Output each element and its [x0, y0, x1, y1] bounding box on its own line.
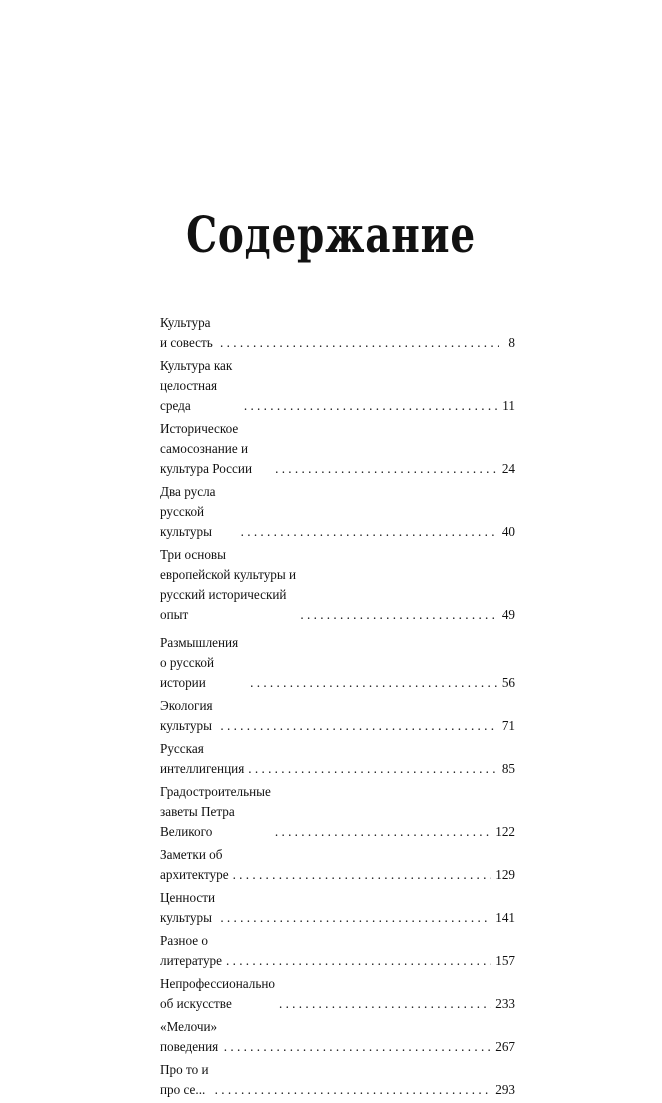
- toc-entry-title: Культура как целостная среда: [160, 358, 233, 413]
- toc-entry-title: Градостроительные заветы Петра Великого: [160, 784, 271, 839]
- dot-leader: [233, 865, 492, 885]
- dot-leader: [220, 908, 491, 928]
- table-of-contents: [160, 313, 515, 1103]
- toc-page-number: 11: [502, 398, 515, 413]
- toc-entry[interactable]: [160, 696, 515, 736]
- toc-entry[interactable]: [160, 782, 515, 842]
- toc-entry[interactable]: [160, 356, 515, 416]
- dot-leader: [220, 333, 499, 353]
- dot-leader: [220, 716, 497, 736]
- toc-entry[interactable]: [160, 482, 515, 542]
- toc-entry[interactable]: [160, 1060, 515, 1100]
- toc-entry-title: Размышления о русской истории: [160, 635, 239, 690]
- toc-page-number: 129: [495, 867, 515, 882]
- toc-entry-title: Русская интеллигенция: [160, 741, 245, 776]
- toc-page-number: 157: [495, 953, 515, 968]
- toc-entry-title: Ценности культуры: [160, 890, 216, 925]
- toc-entry-title: Про то и про се...: [160, 1062, 209, 1097]
- toc-entry[interactable]: [160, 633, 515, 693]
- toc-entry-title: Историческое самосознание и культура России: [160, 421, 253, 476]
- toc-entry[interactable]: [160, 845, 515, 885]
- toc-page-number: 40: [501, 524, 515, 539]
- toc-entry[interactable]: [160, 888, 515, 928]
- toc-entry-title: Два русла русской культуры: [160, 484, 216, 539]
- toc-page-number: 24: [501, 461, 515, 476]
- toc-entry-title: Заметки об архитектуре: [160, 847, 229, 882]
- toc-page-number: 8: [508, 335, 515, 350]
- toc-entry-title: Культура и совесть: [160, 315, 213, 350]
- dot-leader: [279, 994, 491, 1014]
- toc-page-number: 71: [501, 718, 515, 733]
- toc-entry[interactable]: [160, 931, 515, 971]
- dot-leader: [215, 1080, 492, 1100]
- page-title: Содержание: [186, 205, 476, 264]
- toc-entry[interactable]: [160, 313, 515, 353]
- dot-leader: [275, 459, 498, 479]
- dot-leader: [248, 759, 498, 779]
- toc-entry-title: «Мелочи» поведения: [160, 1019, 219, 1054]
- dot-leader: [275, 822, 491, 842]
- toc-page-number: 49: [501, 607, 515, 622]
- toc-page-number: 141: [495, 910, 515, 925]
- toc-entry-title: Непрофессионально об искусстве: [160, 976, 275, 1011]
- dot-leader: [241, 522, 498, 542]
- toc-entry[interactable]: [160, 545, 515, 625]
- toc-page-number: 56: [501, 675, 515, 690]
- toc-entry-title: Разное о литературе: [160, 933, 222, 968]
- toc-page-number: 233: [495, 996, 515, 1011]
- toc-entry[interactable]: [160, 739, 515, 779]
- toc-entry-title: Экология культуры: [160, 698, 213, 733]
- dot-leader: [300, 605, 497, 625]
- dot-leader: [244, 396, 498, 416]
- toc-entry-title: Три основы европейской культуры и русский исторический опыт: [160, 547, 297, 622]
- dot-leader: [250, 673, 498, 693]
- dot-leader: [226, 951, 491, 971]
- dot-leader: [224, 1037, 491, 1057]
- toc-page-number: 293: [495, 1082, 515, 1097]
- toc-page-number: 267: [495, 1039, 515, 1054]
- toc-entry[interactable]: [160, 419, 515, 479]
- toc-entry[interactable]: [160, 974, 515, 1014]
- toc-page-number: 85: [501, 761, 515, 776]
- toc-entry[interactable]: [160, 1017, 515, 1057]
- toc-page-number: 122: [495, 824, 515, 839]
